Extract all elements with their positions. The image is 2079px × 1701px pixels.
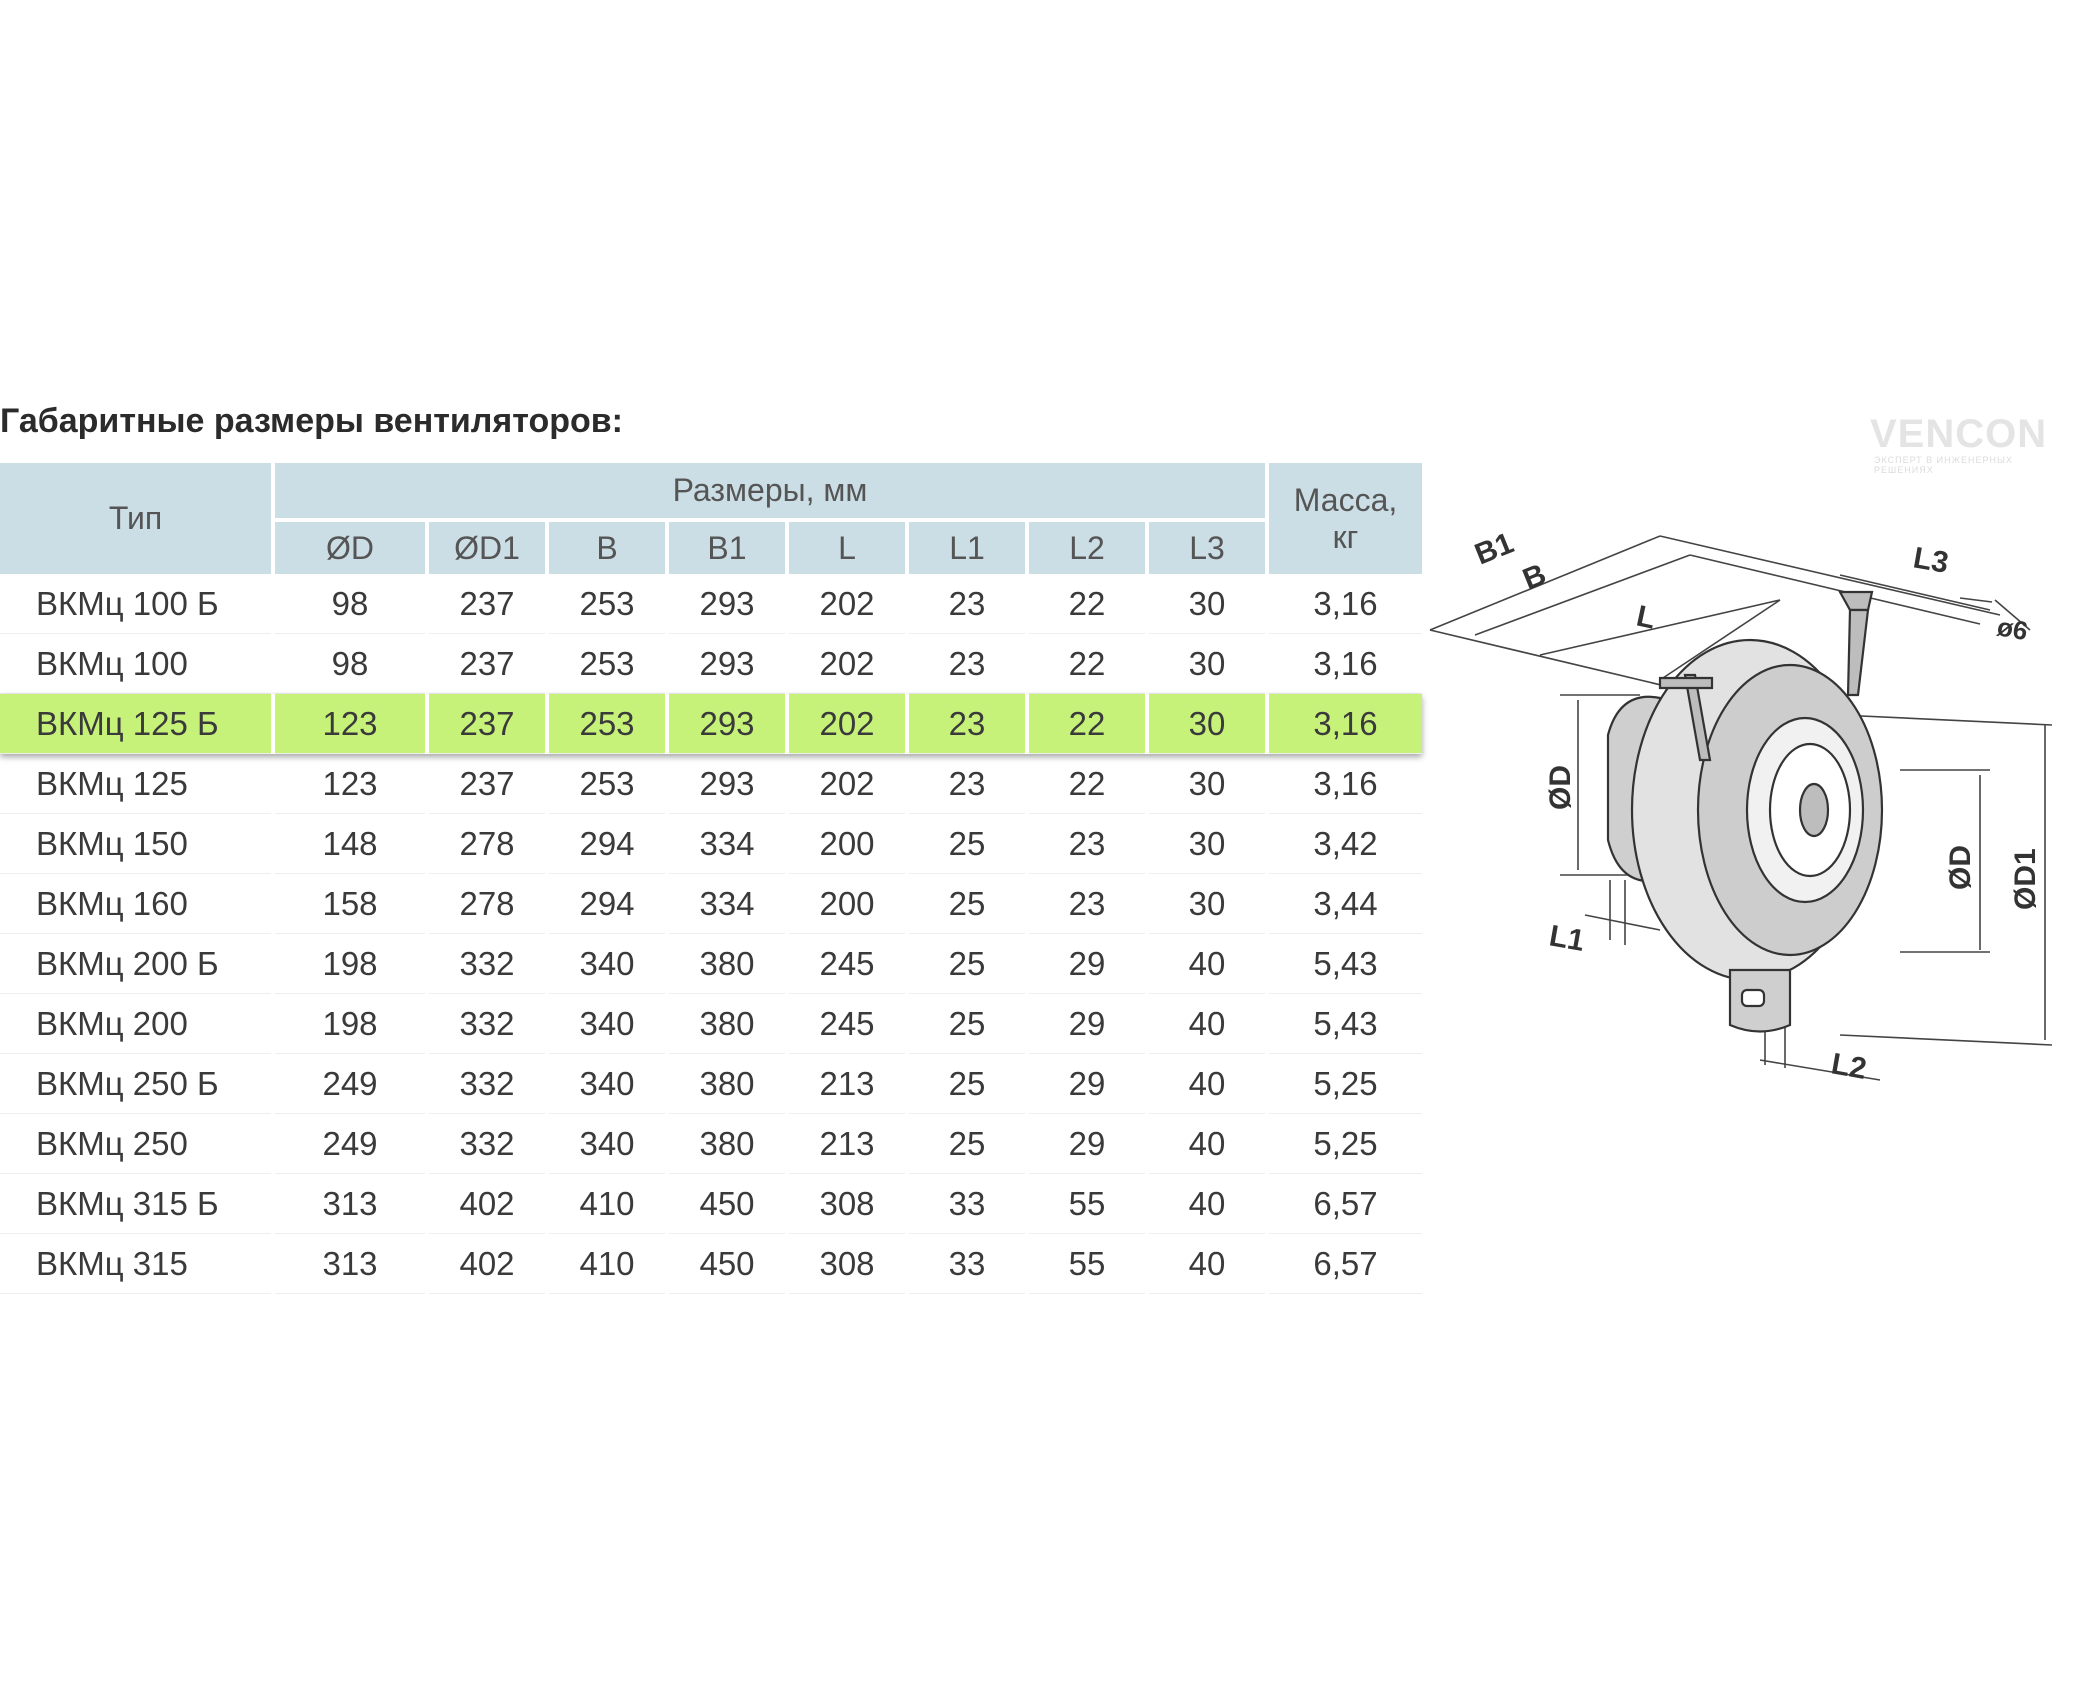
table-row — [0, 1234, 1422, 1294]
value-cell: 3,16 — [1269, 694, 1422, 754]
value-cell: 334 — [669, 814, 785, 874]
value-cell: 202 — [789, 634, 905, 694]
value-cell: 123 — [275, 694, 425, 754]
value-cell: 3,42 — [1269, 814, 1422, 874]
label-l2: L2 — [1828, 1047, 1869, 1086]
value-cell: 5,25 — [1269, 1114, 1422, 1174]
fan-type-cell: ВКМц 200 — [0, 994, 271, 1054]
value-cell: 25 — [909, 994, 1025, 1054]
value-cell: 237 — [429, 694, 545, 754]
value-cell: 29 — [1029, 994, 1145, 1054]
value-cell: 294 — [549, 814, 665, 874]
value-cell: 198 — [275, 994, 425, 1054]
value-cell: 158 — [275, 874, 425, 934]
value-cell: 410 — [549, 1174, 665, 1234]
value-cell: 30 — [1149, 814, 1265, 874]
value-cell: 313 — [275, 1174, 425, 1234]
value-cell: 245 — [789, 994, 905, 1054]
value-cell: 23 — [909, 754, 1025, 814]
value-cell: 200 — [789, 874, 905, 934]
value-cell: 22 — [1029, 634, 1145, 694]
value-cell: 198 — [275, 934, 425, 994]
value-cell: 308 — [789, 1174, 905, 1234]
column-header: L1 — [909, 518, 1025, 574]
value-cell: 23 — [909, 574, 1025, 634]
value-cell: 340 — [549, 994, 665, 1054]
value-cell: 340 — [549, 934, 665, 994]
value-cell: 450 — [669, 1234, 785, 1294]
column-header: ØD1 — [429, 518, 545, 574]
value-cell: 213 — [789, 1054, 905, 1114]
value-cell: 402 — [429, 1234, 545, 1294]
fan-type-cell: ВКМц 150 — [0, 814, 271, 874]
value-cell: 294 — [549, 874, 665, 934]
value-cell: 98 — [275, 634, 425, 694]
label-hole: ø6 — [1994, 611, 2031, 647]
value-cell: 380 — [669, 1054, 785, 1114]
logo-tagline: ЭКСПЕРТ В ИНЖЕНЕРНЫХ РЕШЕНИЯХ — [1874, 455, 2013, 475]
value-cell: 308 — [789, 1234, 905, 1294]
value-cell: 29 — [1029, 1114, 1145, 1174]
value-cell: 33 — [909, 1174, 1025, 1234]
value-cell: 55 — [1029, 1234, 1145, 1294]
label-b1: B1 — [1470, 526, 1519, 572]
value-cell: 25 — [909, 934, 1025, 994]
table-row — [0, 1174, 1422, 1234]
value-cell: 249 — [275, 1114, 425, 1174]
value-cell: 237 — [429, 634, 545, 694]
value-cell: 237 — [429, 754, 545, 814]
table-row — [0, 1054, 1422, 1114]
table-row — [0, 634, 1422, 694]
value-cell: 293 — [669, 634, 785, 694]
value-cell: 332 — [429, 994, 545, 1054]
value-cell: 148 — [275, 814, 425, 874]
mass-header — [1269, 463, 1422, 574]
value-cell: 3,16 — [1269, 634, 1422, 694]
value-cell: 293 — [669, 754, 785, 814]
type-header: Тип — [0, 463, 271, 574]
value-cell: 332 — [429, 1054, 545, 1114]
value-cell: 5,43 — [1269, 934, 1422, 994]
fan-drawing — [1420, 520, 2070, 1110]
fan-type-cell: ВКМц 100 — [0, 634, 271, 694]
value-cell: 253 — [549, 634, 665, 694]
value-cell: 29 — [1029, 934, 1145, 994]
value-cell: 202 — [789, 754, 905, 814]
value-cell: 332 — [429, 1114, 545, 1174]
value-cell: 123 — [275, 754, 425, 814]
value-cell: 5,43 — [1269, 994, 1422, 1054]
value-cell: 200 — [789, 814, 905, 874]
value-cell: 3,16 — [1269, 574, 1422, 634]
value-cell: 33 — [909, 1234, 1025, 1294]
value-cell: 278 — [429, 874, 545, 934]
value-cell: 213 — [789, 1114, 905, 1174]
table-row — [0, 814, 1422, 874]
value-cell: 313 — [275, 1234, 425, 1294]
fan-type-cell: ВКМц 200 Б — [0, 934, 271, 994]
fan-type-cell: ВКМц 250 Б — [0, 1054, 271, 1114]
column-header: ØD — [275, 518, 425, 574]
column-header: L — [789, 518, 905, 574]
table-row — [0, 1114, 1422, 1174]
mass-header-line1: Масса, — [1293, 481, 1398, 518]
label-d-right: ØD — [1944, 845, 1977, 890]
value-cell: 3,44 — [1269, 874, 1422, 934]
value-cell: 23 — [1029, 814, 1145, 874]
table-row — [0, 574, 1422, 634]
value-cell: 30 — [1149, 754, 1265, 814]
value-cell: 253 — [549, 574, 665, 634]
value-cell: 340 — [549, 1114, 665, 1174]
value-cell: 25 — [909, 1114, 1025, 1174]
value-cell: 380 — [669, 994, 785, 1054]
column-header: B1 — [669, 518, 785, 574]
value-cell: 25 — [909, 814, 1025, 874]
logo-word: VENCON — [1870, 412, 2048, 456]
value-cell: 202 — [789, 694, 905, 754]
value-cell: 30 — [1149, 634, 1265, 694]
value-cell: 23 — [1029, 874, 1145, 934]
column-header: L3 — [1149, 518, 1265, 574]
value-cell: 202 — [789, 574, 905, 634]
fan-type-cell: ВКМц 100 Б — [0, 574, 271, 634]
value-cell: 334 — [669, 874, 785, 934]
column-header: B — [549, 518, 665, 574]
value-cell: 332 — [429, 934, 545, 994]
value-cell: 3,16 — [1269, 754, 1422, 814]
value-cell: 40 — [1149, 1114, 1265, 1174]
label-d1: ØD1 — [2009, 848, 2042, 910]
fan-type-cell: ВКМц 125 Б — [0, 694, 271, 754]
value-cell: 380 — [669, 934, 785, 994]
value-cell: 23 — [909, 634, 1025, 694]
value-cell: 22 — [1029, 574, 1145, 634]
value-cell: 40 — [1149, 1054, 1265, 1114]
value-cell: 278 — [429, 814, 545, 874]
table-row — [0, 934, 1422, 994]
value-cell: 410 — [549, 1234, 665, 1294]
value-cell: 6,57 — [1269, 1234, 1422, 1294]
value-cell: 293 — [669, 574, 785, 634]
table-row — [0, 994, 1422, 1054]
fan-type-cell: ВКМц 125 — [0, 754, 271, 814]
value-cell: 40 — [1149, 1234, 1265, 1294]
value-cell: 253 — [549, 694, 665, 754]
value-cell: 22 — [1029, 694, 1145, 754]
label-l3: L3 — [1910, 541, 1951, 580]
fan-type-cell: ВКМц 250 — [0, 1114, 271, 1174]
value-cell: 30 — [1149, 574, 1265, 634]
dimensions-group-header: Размеры, мм — [275, 463, 1265, 518]
value-cell: 293 — [669, 694, 785, 754]
page-heading: Габаритные размеры вентиляторов: — [0, 402, 623, 440]
value-cell: 25 — [909, 874, 1025, 934]
value-cell: 30 — [1149, 694, 1265, 754]
value-cell: 402 — [429, 1174, 545, 1234]
value-cell: 30 — [1149, 874, 1265, 934]
value-cell: 340 — [549, 1054, 665, 1114]
fan-type-cell: ВКМц 160 — [0, 874, 271, 934]
label-b: B — [1518, 557, 1551, 597]
table-row — [0, 874, 1422, 934]
value-cell: 245 — [789, 934, 905, 994]
value-cell: 23 — [909, 694, 1025, 754]
label-d-left: ØD — [1544, 765, 1577, 810]
value-cell: 6,57 — [1269, 1174, 1422, 1234]
value-cell: 249 — [275, 1054, 425, 1114]
value-cell: 253 — [549, 754, 665, 814]
value-cell: 40 — [1149, 994, 1265, 1054]
value-cell: 22 — [1029, 754, 1145, 814]
table-row — [0, 694, 1422, 754]
dimensions-table — [0, 463, 1426, 1294]
value-cell: 40 — [1149, 934, 1265, 994]
label-l1: L1 — [1546, 919, 1587, 958]
value-cell: 237 — [429, 574, 545, 634]
fan-type-cell: ВКМц 315 Б — [0, 1174, 271, 1234]
value-cell: 98 — [275, 574, 425, 634]
value-cell: 40 — [1149, 1174, 1265, 1234]
value-cell: 25 — [909, 1054, 1025, 1114]
table-row — [0, 754, 1422, 814]
value-cell: 29 — [1029, 1054, 1145, 1114]
column-header: L2 — [1029, 518, 1145, 574]
value-cell: 5,25 — [1269, 1054, 1422, 1114]
value-cell: 450 — [669, 1174, 785, 1234]
fan-type-cell: ВКМц 315 — [0, 1234, 271, 1294]
value-cell: 55 — [1029, 1174, 1145, 1234]
label-l: L — [1633, 599, 1659, 636]
mass-header-line2: кг — [1332, 518, 1359, 555]
vencon-logo — [1870, 412, 2060, 475]
value-cell: 380 — [669, 1114, 785, 1174]
